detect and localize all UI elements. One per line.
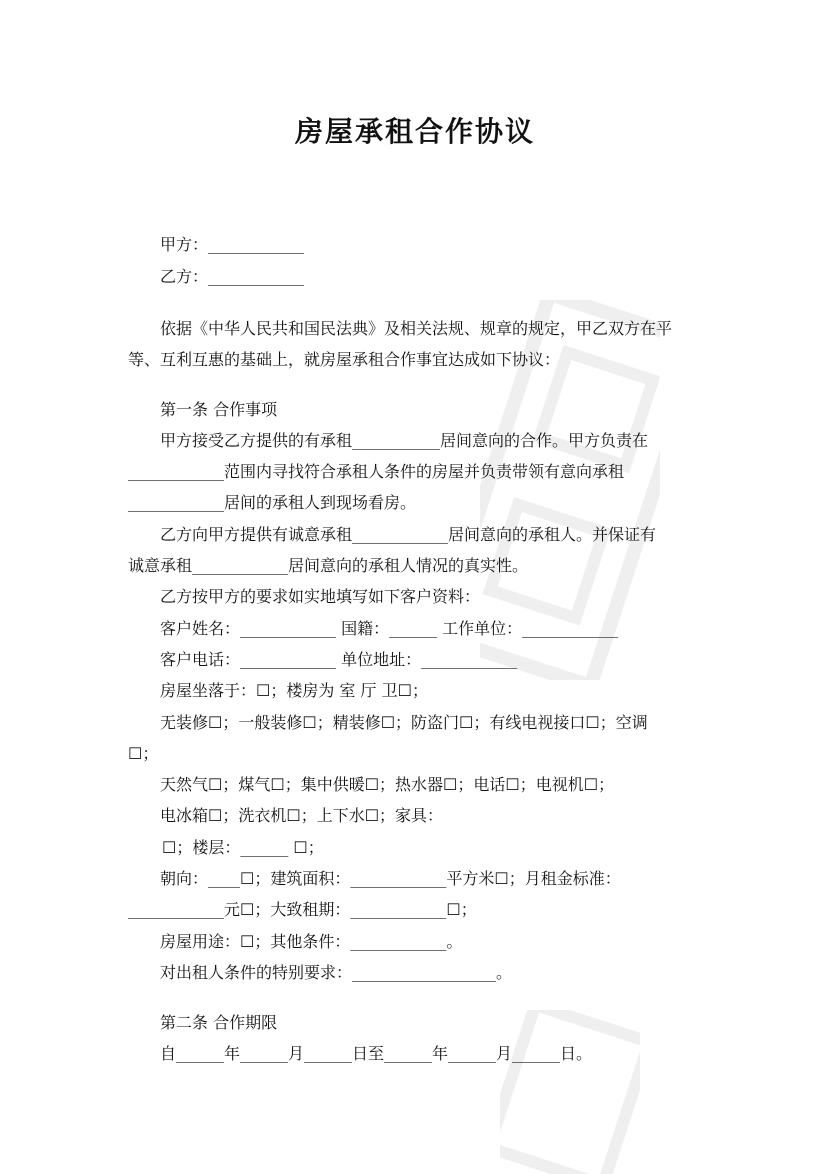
intro-line-1: 依据《中华人民共和国民法典》及相关法规、规章的规定，甲乙双方在平 [160, 319, 673, 338]
article2-heading: 第二条 合作期限 [160, 1013, 278, 1032]
customer-name-line: 客户姓名：____________ 国籍：______ 工作单位：____________ [160, 619, 619, 638]
article1-para2-line2: 诚意承租____________居间意向的承租人情况的真实性。 [128, 556, 529, 575]
floor-line: ☐；楼层：______ ☐； [162, 838, 324, 857]
orientation-line-1: 朝向：____☐；建筑面积：____________平方米☐；月租金标准： [160, 869, 621, 888]
orientation-line-2: ____________元☐；大致租期：____________☐； [128, 900, 477, 919]
document-title: 房屋承租合作协议 [294, 115, 535, 148]
article1-para2-line1: 乙方向甲方提供有诚意承租____________居间意向的承租人。并保证有 [160, 525, 657, 544]
party-a-line: 甲方：____________ [160, 235, 305, 254]
party-b-line: 乙方：____________ [160, 267, 305, 286]
article1-para3: 乙方按甲方的要求如实地填写如下客户资料： [160, 587, 481, 606]
cooperation-period-line: 自______年______月______日至______年______月______日。 [160, 1044, 593, 1063]
house-usage-line: 房屋用途：☐；其他条件：____________。 [160, 932, 463, 951]
article1-para1-line3: ____________居间的承租人到现场看房。 [128, 493, 417, 512]
watermark-logo-bottom [500, 1010, 640, 1174]
decoration-line-1: 无装修☐；一般装修☐；精装修☐；防盗门☐；有线电视接口☐；空调 [160, 713, 648, 732]
article1-para1-line1: 甲方接受乙方提供的有承租___________居间意向的合作。甲方负责在 [160, 431, 649, 450]
intro-line-2: 等、互利互惠的基础上，就房屋承租合作事宜达成如下协议： [128, 350, 561, 369]
house-location-line: 房屋坐落于：☐；楼房为 室 厅 卫☐； [160, 681, 428, 700]
appliances-line: 电冰箱☐；洗衣机☐；上下水☐；家具： [160, 806, 444, 825]
decoration-line-2: ☐； [128, 744, 159, 763]
article1-heading: 第一条 合作事项 [160, 400, 278, 419]
utilities-line: 天然气☐；煤气☐；集中供暖☐；热水器☐；电话☐；电视机☐； [160, 775, 615, 794]
special-requirements-line: 对出租人条件的特别要求：__________________。 [160, 963, 513, 982]
article1-para1-line2: ____________范围内寻找符合承租人条件的房屋并负责带领有意向承租 [128, 462, 625, 481]
customer-phone-line: 客户电话：____________ 单位地址：____________ [160, 650, 518, 669]
